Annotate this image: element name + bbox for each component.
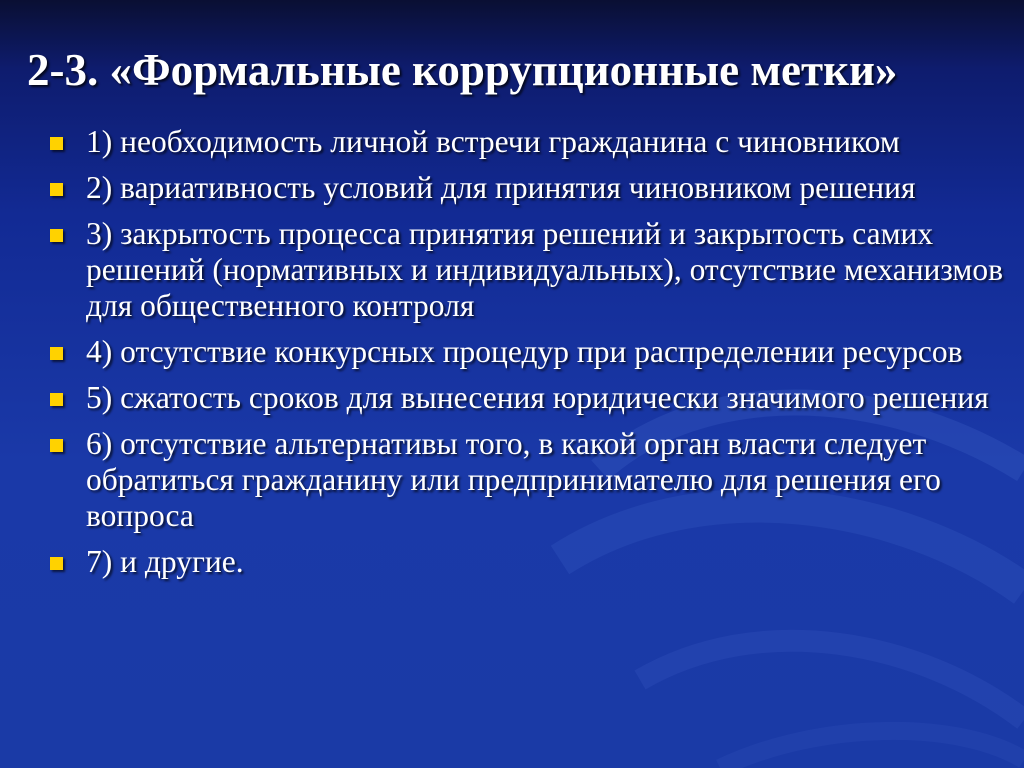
list-item <box>50 170 1018 206</box>
list-item <box>50 216 1018 324</box>
square-bullet-icon <box>50 229 63 242</box>
list-item-text: 5) сжатость сроков для вынесения юридически значимого решения <box>86 380 989 415</box>
list-item-text: 4) отсутствие конкурсных процедур при распределении ресурсов <box>86 334 963 369</box>
square-bullet-icon <box>50 137 63 150</box>
bullet-list <box>50 124 1018 590</box>
list-item-text: 1) необходимость личной встречи гражданина с чиновником <box>86 124 900 159</box>
list-item <box>50 124 1018 160</box>
slide-title: 2-3. «Формальные коррупционные метки» <box>27 45 898 95</box>
square-bullet-icon <box>50 557 63 570</box>
list-item-text: 6) отсутствие альтернативы того, в какой орган власти следует обратиться гражданину или предпринимателю для решения его вопроса <box>86 426 941 533</box>
list-item-text: 2) вариативность условий для принятия чиновником решения <box>86 170 916 205</box>
square-bullet-icon <box>50 393 63 406</box>
list-item-text: 7) и другие. <box>86 544 244 579</box>
list-item <box>50 544 1018 580</box>
square-bullet-icon <box>50 439 63 452</box>
list-item <box>50 334 1018 370</box>
list-item <box>50 380 1018 416</box>
square-bullet-icon <box>50 183 63 196</box>
list-item <box>50 426 1018 534</box>
square-bullet-icon <box>50 347 63 360</box>
list-item-text: 3) закрытость процесса принятия решений и закрытость самих решений (нормативных и индивидуальных), отсутствие механизмов для общественного контроля <box>86 216 1003 323</box>
